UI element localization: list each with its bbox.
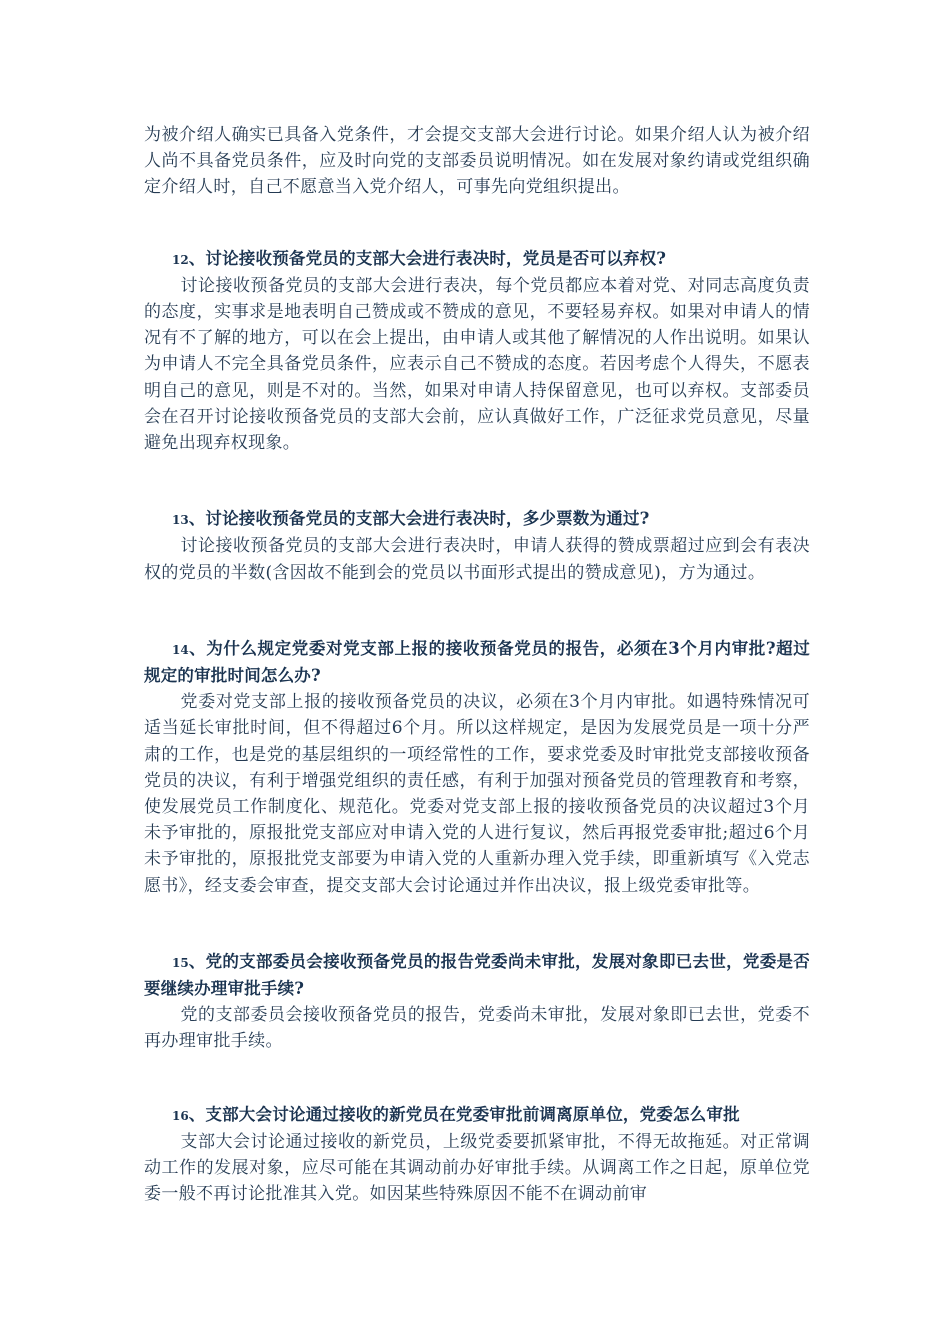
section-body: 讨论接收预备党员的支部大会进行表决，每个党员都应本着对党、对同志高度负责的态度，实事求是地表明自己赞成或不赞成的意见，不要轻易弃权。如果对申请人的情况有不了解的地方，可以在会上提出，由申请人或其他了解情况的人作出说明。如果认为申请人不完全具备党员条件，应表示自己不赞成的态度。若因考虑个人得失，不愿表明自己的意见，则是不对的。当然，如果对申请人持保留意见，也可以弃权。支部委员会在召开讨论接收预备党员的支部大会前，应认真做好工作，广泛征求党员意见，尽量避免出现弃权现象。 (144, 275, 810, 454)
section-title: 、党的支部委员会接收预备党员的报告党委尚未审批，发展对象即已去世，党委是否要继续办理审批手续? (144, 951, 810, 999)
section-heading (144, 1102, 810, 1129)
section-title: 、为什么规定党委对党支部上报的接收预备党员的报告，必须在3个月内审批?超过规定的审批时间怎么办? (144, 638, 810, 686)
section-12 (144, 246, 810, 457)
section-number: 16 (172, 1108, 189, 1123)
section-title: 、讨论接收预备党员的支部大会进行表决时，多少票数为通过? (188, 509, 650, 529)
section-body: 党的支部委员会接收预备党员的报告，党委尚未审批，发展对象即已去世，党委不再办理审批手续。 (144, 1005, 810, 1052)
section-number: 15 (172, 955, 189, 970)
section-16 (144, 1102, 810, 1208)
section-body: 讨论接收预备党员的支部大会进行表决时，申请人获得的赞成票超过应到会有表决权的党员的半数(含因故不能到会的党员以书面形式提出的赞成意见)，方为通过。 (144, 536, 810, 583)
section-heading (144, 246, 810, 273)
section-body: 支部大会讨论通过接收的新党员，上级党委要抓紧审批，不得无故拖延。对正常调动工作的发展对象，应尽可能在其调动前办好审批手续。从调离工作之日起，原单位党委一般不再讨论批准其入党。如因某些特殊原因不能不在调动前审 (144, 1131, 810, 1205)
section-title: 、支部大会讨论通过接收的新党员在党委审批前调离原单位，党委怎么审批 (188, 1104, 740, 1124)
section-number: 13 (172, 513, 189, 528)
document-body (144, 122, 810, 1208)
section-14 (144, 636, 810, 899)
section-number: 14 (172, 642, 189, 657)
section-15 (144, 949, 810, 1055)
intro-paragraph: 为被介绍人确实已具备入党条件，才会提交支部大会进行讨论。如果介绍人认为被介绍人尚不具备党员条件，应及时向党的支部委员说明情况。如在发展对象约请或党组织确定介绍人时，自己不愿意当入党介绍人，可事先向党组织提出。 (144, 125, 810, 198)
section-body: 党委对党支部上报的接收预备党员的决议，必须在3个月内审批。如遇特殊情况可适当延长审批时间，但不得超过6个月。所以这样规定，是因为发展党员是一项十分严肃的工作，也是党的基层组织的一项经常性的工作，要求党委及时审批党支部接收预备党员的决议，有利于增强党组织的责任感，有利于加强对预备党员的管理教育和考察，使发展党员工作制度化、规范化。党委对党支部上报的接收预备党员的决议超过3个月未予审批的，原报批党支部应对申请入党的人进行复议，然后再报党委审批;超过6个月未予审批的，原报批党支部要为申请入党的人重新办理入党手续，即重新填写《入党志愿书》，经支委会审查，提交支部大会讨论通过并作出决议，报上级党委审批等。 (144, 692, 810, 896)
section-heading (144, 949, 810, 1002)
section-heading (144, 506, 810, 533)
section-heading (144, 636, 810, 689)
section-title: 、讨论接收预备党员的支部大会进行表决时，党员是否可以弃权? (188, 248, 667, 268)
section-13 (144, 506, 810, 586)
section-number: 12 (172, 252, 189, 267)
